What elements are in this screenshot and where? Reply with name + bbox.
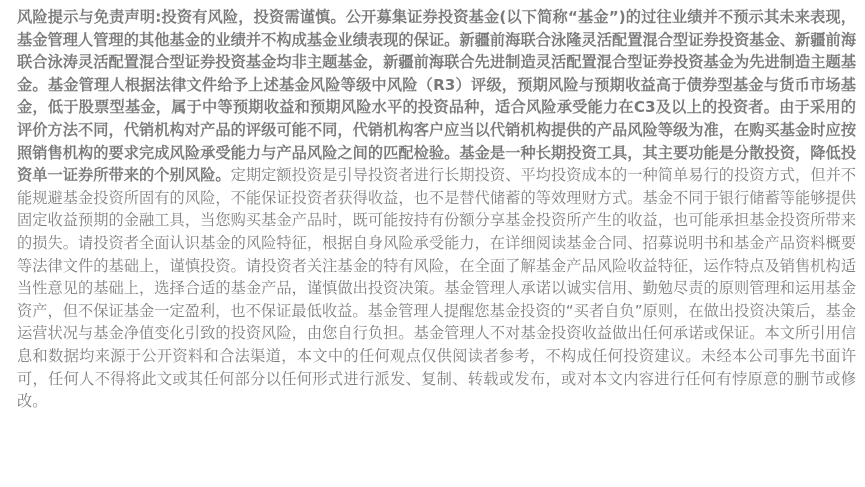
- disclaimer-regular-text: 定期定额投资是引导投资者进行长期投资、平均投资成本的一种简单易行的投资方式，但并不能规避基金投资所固有的风险，不能保证投资者获得收益，也不是替代储蓄的等效理财方式。基金不同于银行储蓄等能够提供固定收益预期的金融工具，当您购买基金产品时，既可能按持有份额分享基金投资所产生的收益，也可能承担基金投资所带来的损失。请投资者全面认识基金的风险特征，根据自身风险承受能力，在详细阅读基金合同、招募说明书和基金产品资料概要等法律文件的基础上，谨慎投资。请投资者关注基金的特有风险，在全面了解基金产品风险收益特征，运作特点及销售机构适当性意见的基础上，选择合适的基金产品，谨慎做出投资决策。基金管理人承诺以诚实信用、勤勉尽责的原则管理和运用基金资产，但不保证基金一定盈利，也不保证最低收益。基金管理人提醒您基金投资的“买者自负”原则，在做出投资决策后，基金运营状况与基金净值变化引致的投资风险，由您自行负担。基金管理人不对基金投资收益做出任何承诺或保证。本文所引用信息和数据均来源于公开资料和合法渠道，本文中的任何观点仅供阅读者参考，不构成任何投资建议。未经本公司事先书面许可，任何人不得将此文或其任何部分以任何形式进行派发、复制、转载或发布，或对本文内容进行任何有悖原意的删节或修改。: [17, 166, 857, 411]
- disclaimer-bold-text: 风险提示与免责声明:投资有风险，投资需谨慎。公开募集证券投资基金(以下简称“基金”)的过往业绩并不预示其未来表现， 基金管理人管理的其他基金的业绩并不构成基金业绩表现的保证。新疆前海联合泳隆灵活配置混合型证券投资基金、新疆前海联合泳涛灵活配置混合型证券投资基金均非主题基金，新疆前海联合先进制造灵活配置混合型证券投资基金为先进制造主题基金。基金管理人根据法律文件给予上述基金风险等级中风险（R3）评级，预期风险与预期收益高于债券型基金与货币市场基金，低于股票型基金，属于中等预期收益和预期风险水平的投资品种，适合风险承受能力在C3及以上的投资者。由于采用的评价方法不同，代销机构对产品的评级可能不同，代销机构客户应当以代销机构提供的产品风险等级为准，在购买基金时应按照销售机构的要求完成风险承受能力与产品风险之间的匹配检验。基金是一种长期投资工具，其主要功能是分散投资，降低投资单一证券所带来的个别风险。: [17, 8, 856, 185]
